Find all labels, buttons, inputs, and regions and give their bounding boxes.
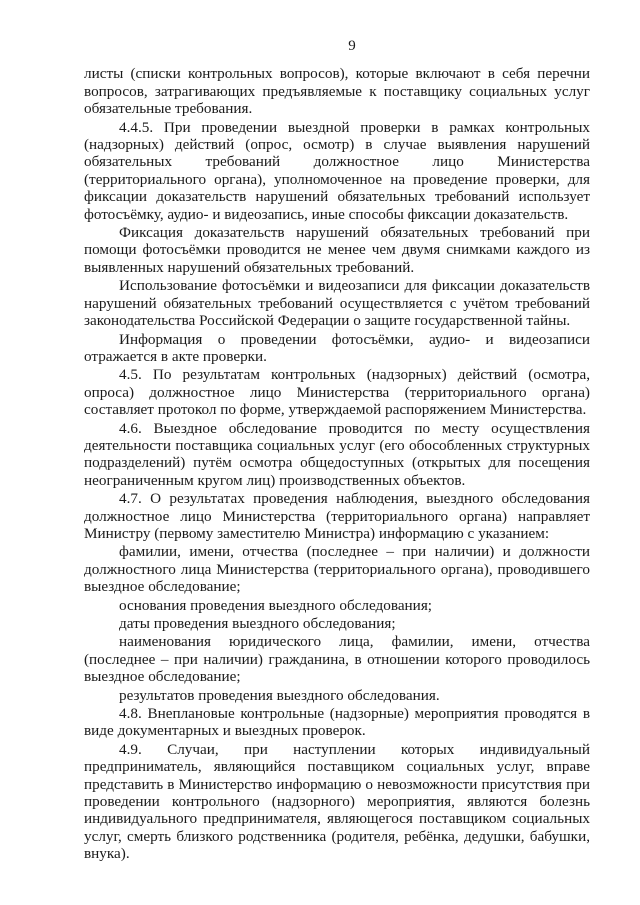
page-number: 9: [348, 38, 356, 54]
list-item-dates: даты проведения выездного обследования;: [119, 615, 396, 632]
paragraph-4-9: 4.9. Случаи, при наступлении которых индивидуальный предприниматель, являющийся поставщиком социальных услуг, вправе представить в Министерство информацию о невозможности присутствия при проведении контрольного (надзорного) мероприятия, являются болезнь индивидуального предпринимателя, являющегося поставщиком социальных услуг, смерть близкого родственника (родителя, ребёнка, дедушки, бабушки, внука).: [84, 740, 590, 863]
paragraph-photo-usage: Использование фотосъёмки и видеозаписи для фиксации доказательств нарушений обязательных требований осуществляется с учётом требований законодательства Российской Федерации о защите государственной тайны.: [84, 277, 590, 330]
paragraph-4-6: 4.6. Выездное обследование проводится по месту осуществления деятельности поставщика социальных услуг (его обособленных структурных подразделений) путём осмотра общедоступных (открытых для посещения неограниченным кругом лиц) производственных объектов.: [84, 419, 590, 489]
list-item-grounds: основания проведения выездного обследования;: [119, 596, 433, 614]
list-item-results: результатов проведения выездного обследования.: [119, 686, 440, 704]
paragraph-4-5: 4.5. По результатам контрольных (надзорных) действий (осмотра, опроса) должностное лицо Министерства (территориального органа) составляет протокол по форме, утверждаемой распоряжением Министерства.: [84, 366, 590, 419]
list-item-names: фамилии, имени, отчества (последнее – при наличии) и должности должностного лица Министерства (территориального органа), проводившего выездное обследование;: [84, 543, 590, 596]
paragraph-photo-info: Информация о проведении фотосъёмки, аудио- и видеозаписи отражается в акте проверки.: [84, 330, 590, 365]
paragraph-4-8: 4.8. Внеплановые контрольные (надзорные) мероприятия проводятся в виде документарных и выездных проверок.: [84, 705, 590, 740]
list-item-entity: наименования юридического лица, фамилии, имени, отчества (последнее – при наличии) гражданина, в отношении которого проводилось выездное обследование;: [84, 633, 590, 686]
paragraph-photo-fixation: Фиксация доказательств нарушений обязательных требований при помощи фотосъёмки проводится не менее чем двумя снимками каждого из выявленных нарушений обязательных требований.: [84, 224, 590, 276]
paragraph-continuation: листы (списки контрольных вопросов), которые включают в себя перечни вопросов, затрагивающих предъявляемые к поставщику социальных услуг обязательные требования.: [84, 65, 590, 118]
paragraph-4-7: 4.7. О результатах проведения наблюдения, выездного обследования должностное лицо Министерства (территориального органа) направляет Министру (первому заместителю Министра) информацию с указанием:: [84, 490, 590, 542]
paragraph-4-4-5: 4.4.5. При проведении выездной проверки в рамках контрольных (надзорных) действий (опрос, осмотр) в случае выявления нарушений обязательных требований должностное лицо Министерства (территориального органа), уполномоченное на проведение проверки, для фиксации доказательств нарушений обязательных требований использует фотосъёмку, аудио- и видеозапись, иные способы фиксации доказательств.: [84, 118, 590, 223]
